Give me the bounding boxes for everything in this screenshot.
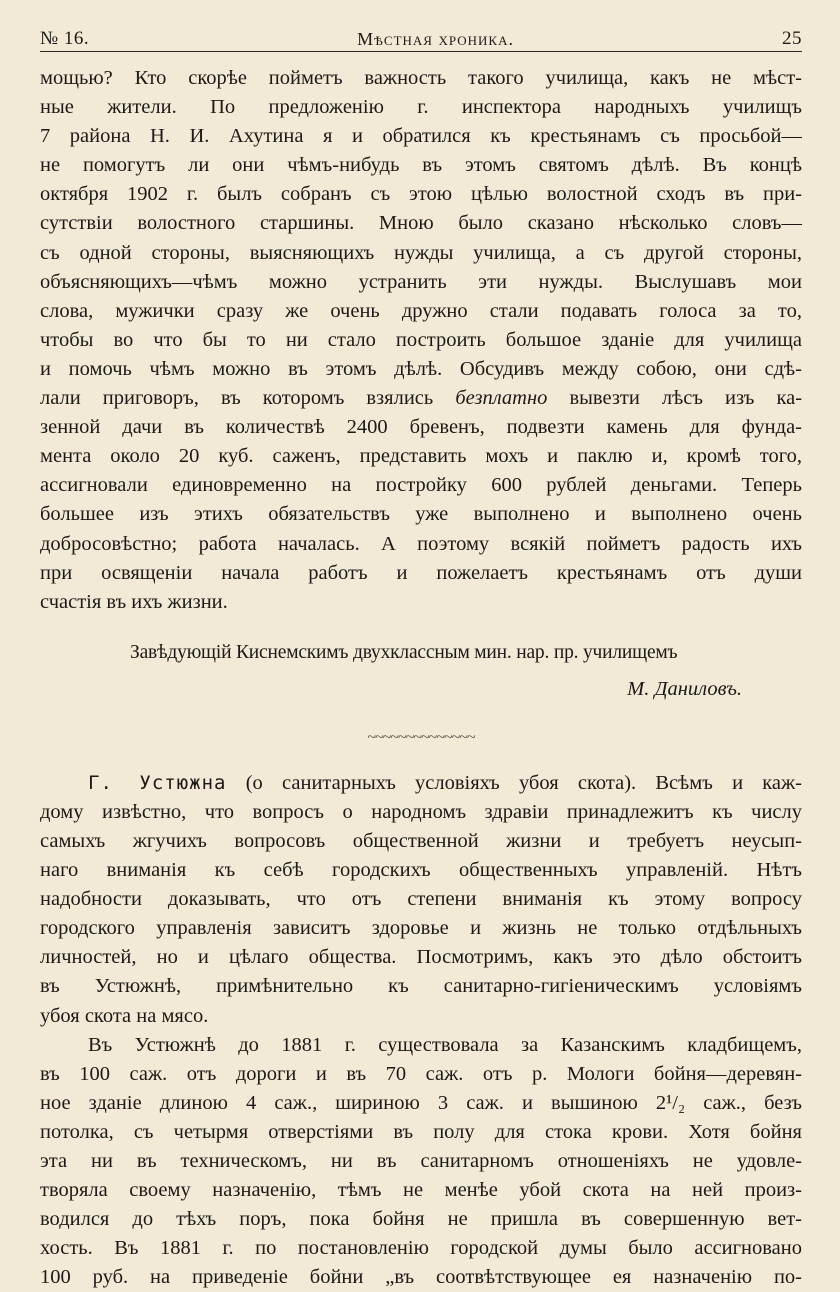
text-line: потолка, съ четырмя отверстіями въ полу для стока крови. Хотя бойня — [40, 1120, 802, 1143]
text-line: водился до тѣхъ поръ, пока бойня не пришла въ совершенную вет- — [40, 1208, 802, 1231]
text-line: городского управленія зависитъ здоровье и жизнь не только отдѣльныхъ — [40, 917, 802, 940]
article-title: Г. Устюжна — [88, 771, 227, 794]
text-line: зенной дачи въ количествѣ 2400 бревенъ, подвезти камень для фунда- — [40, 416, 802, 439]
page-number: 25 — [782, 28, 802, 49]
text-line: октября 1902 г. былъ собранъ съ этою цѣлью волостной сходъ въ при- — [40, 183, 802, 206]
text-line: большее изъ этихъ обязательствъ уже выполнено и выполнено очень — [40, 503, 802, 526]
issue-number: № 16. — [40, 28, 90, 49]
text-line: ное зданіе длиною 4 саж., шириною 3 саж. и вышиною 2¹/₂ саж., безъ — [40, 1091, 802, 1114]
article-1 — [40, 64, 802, 707]
text-line: въ 100 саж. отъ дороги и въ 70 саж. отъ р. Мологи бойня—деревян- — [40, 1062, 802, 1085]
text-line: чтобы во что бы то ни стало построить большое зданіе для училища — [40, 328, 802, 351]
section-divider — [40, 707, 802, 769]
text-line: въ Устюжнѣ, примѣнительно къ санитарно-гигіеническимъ условіямъ — [40, 975, 802, 998]
text-line-with-italic — [40, 384, 802, 413]
text-segment: лали приговоръ, въ которомъ взялись — [40, 387, 434, 410]
text-line: добросовѣстно; работа началась. А поэтому всякій пойметъ радость ихъ — [40, 532, 802, 555]
article-2 — [40, 769, 802, 1292]
text-segment: (о санитарныхъ условіяхъ убоя скота). Всѣмъ и каж- — [245, 771, 802, 794]
text-line: ассигновали единовременно на постройку 600 рублей деньгами. Теперь — [40, 474, 802, 497]
text-line: самыхъ жгучихъ вопросовъ общественной жизни и требуетъ неусып- — [40, 829, 802, 852]
text-line: наго вниманія къ себѣ городскихъ общественныхъ управленій. Нѣтъ — [40, 859, 802, 882]
text-line: надобности доказывать, что отъ степени вниманія къ этому вопросу — [40, 888, 802, 911]
text-line: 100 руб. на приведеніе бойни „въ соотвѣтствующее ея назначенію по- — [40, 1266, 802, 1289]
text-line: сутствіи волостного старшины. Мною было сказано нѣсколько словъ— — [40, 212, 802, 235]
text-line: дому извѣстно, что вопросъ о народномъ здравіи принадлежитъ къ числу — [40, 800, 802, 823]
text-line: мощью? Кто скорѣе пойметъ важность такого училища, какъ не мѣст- — [40, 67, 802, 89]
text-line: слова, мужички сразу же очень дружно стали подавать голоса за то, — [40, 299, 802, 322]
text-line: творяла своему назначенію, тѣмъ не менѣе убой скота на ней произ- — [40, 1179, 802, 1202]
text-line: эта ни въ техническомъ, ни въ санитарномъ отношеніяхъ не удовле- — [40, 1150, 802, 1172]
spacer — [40, 617, 802, 635]
text-line: объясняющихъ—чѣмъ можно устранить эти нужды. Выслушавъ мои — [40, 270, 802, 293]
header-rule — [40, 51, 802, 52]
text-line: хость. Въ 1881 г. по постановленію городской думы было ассигновано — [40, 1237, 802, 1260]
text-line: не помогутъ ли они чѣмъ-нибудь въ этомъ святомъ дѣлѣ. Въ концѣ — [40, 154, 802, 177]
text-line: при освященіи начала работъ и пожелаетъ крестьянамъ отъ души — [40, 561, 802, 584]
text-line: съ одной стороны, выясняющихъ нужды училища, а съ другой стороны, — [40, 241, 802, 264]
running-title: Мѣстная хроника. — [357, 29, 514, 49]
page-body — [40, 64, 802, 1292]
text-line: ные жители. По предложенію г. инспектора народныхъ училищъ — [40, 96, 802, 119]
text-line: и помочь чѣмъ можно въ этомъ дѣлѣ. Обсудивъ между собою, они сдѣ- — [40, 357, 802, 380]
text-line: мента около 20 куб. саженъ, представить мохъ и паклю и, кромѣ того, — [40, 445, 802, 468]
text-line: Въ Устюжнѣ до 1881 г. существовала за Казанскимъ кладбищемъ, — [88, 1033, 802, 1056]
text-segment: вывезти лѣсъ изъ ка- — [569, 387, 802, 410]
signature-title: Завѣдующій Киснемскимъ двухклассным мин. нар. пр. училищемъ — [130, 641, 678, 663]
signature-name: М. Даниловъ. — [627, 677, 742, 700]
text-line: 7 района Н. И. Ахутина я и обратился къ крестьянамъ съ просьбой— — [40, 125, 802, 148]
divider-ornament: ~~~~~~~~~~~~~~ — [367, 728, 475, 746]
running-header — [40, 18, 802, 50]
text-line: убоя скота на мясо. — [40, 1004, 209, 1027]
italic-word: безплатно — [455, 387, 548, 410]
text-line: личностей, но и цѣлаго общества. Посмотримъ, какъ это дѣло обстоитъ — [40, 946, 802, 969]
text-line: счастія въ ихъ жизни. — [40, 590, 228, 613]
article-title-line — [40, 769, 802, 798]
